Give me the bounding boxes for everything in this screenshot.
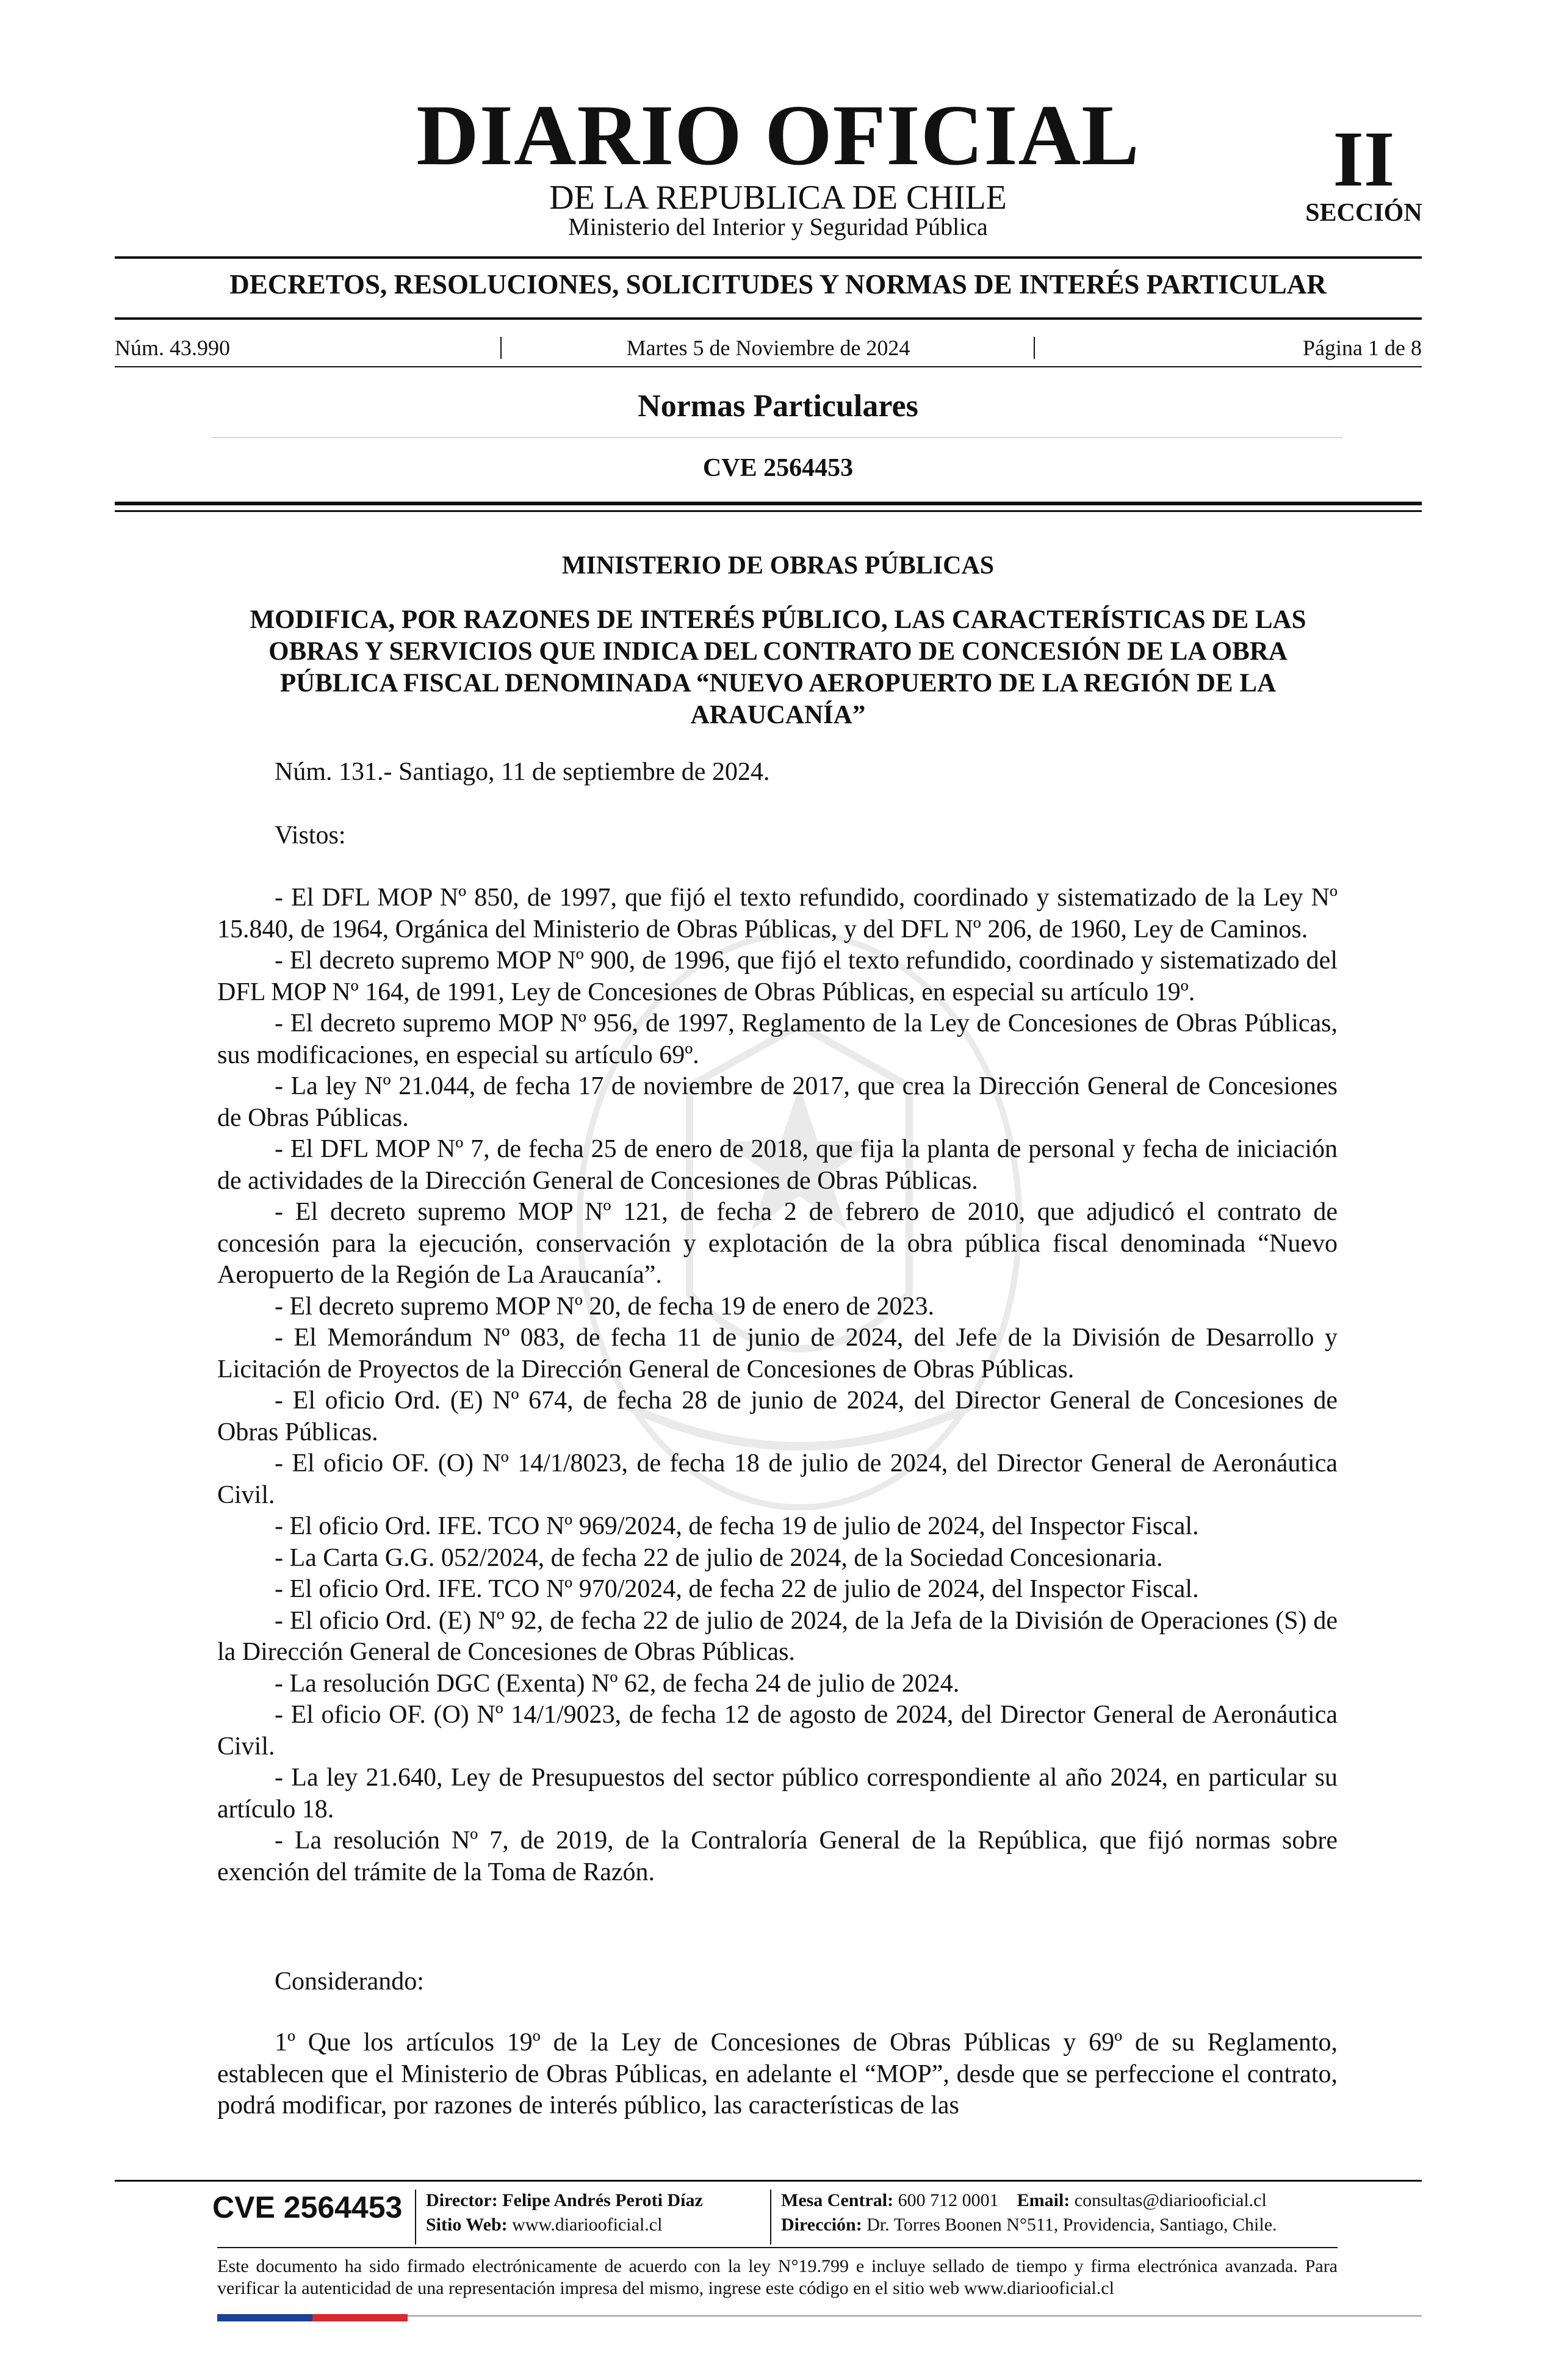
list-item: - El decreto supremo MOP Nº 900, de 1996, que fijó el texto refundido, coordinado y sistematizado del DFL MOP Nº 164, de 1991, Ley de Concesiones de Obras Públicas, en especial su artículo 19º. xyxy=(217,947,1338,1006)
masthead-title: DIARIO OFICIAL xyxy=(416,87,1140,183)
decree-number-line: Núm. 131.- Santiago, 11 de septiembre de 2024. xyxy=(275,758,770,786)
section-label: SECCIÓN xyxy=(1305,199,1422,227)
section-number: II xyxy=(1333,115,1395,203)
footer-rule-top xyxy=(115,2180,1422,2182)
footer-cve-code: CVE 2564453 xyxy=(212,2190,403,2224)
list-item: - El oficio Ord. IFE. TCO Nº 969/2024, de fecha 19 de julio de 2024, del Inspector Fiscal. xyxy=(275,1512,1199,1540)
footer-contact-block xyxy=(781,2188,1277,2237)
vistos-list xyxy=(217,882,1338,1888)
legal-note: Este documento ha sido firmado electrónicamente de acuerdo con la ley N°19.799 e incluye sellado de tiempo y firma electrónica avanzada. Para verificar la autenticidad de una representación impresa del mismo, ingrese este código en el sitio web www.diariooficial.cl xyxy=(217,2256,1338,2298)
issue-line xyxy=(115,334,1422,361)
decree-title: MODIFICA, POR RAZONES DE INTERÉS PÚBLICO, LAS CARACTERÍSTICAS DE LAS OBRAS Y SERVICIOS QUE INDICA DEL CONTRATO DE CONCESIÓN DE LA OBRA PÚBLICA FISCAL DENOMINADA “NUEVO AEROPUERTO DE LA REGIÓN DE LA ARAUCANÍA” xyxy=(250,605,1306,729)
issue-date: Martes 5 de Noviembre de 2024 xyxy=(626,336,910,360)
double-rule-bottom xyxy=(115,510,1422,512)
list-item: - La resolución DGC (Exenta) Nº 62, de fecha 24 de julio de 2024. xyxy=(275,1669,960,1698)
list-item: - El Memorándum Nº 083, de fecha 11 de junio de 2024, del Jefe de la División de Desarrollo y Licitación de Proyectos de la Dirección General de Concesiones de Obras Públicas. xyxy=(217,1324,1338,1383)
list-item: - El DFL MOP Nº 850, de 1997, que fijó el texto refundido, coordinado y sistematizado de la Ley Nº 15.840, de 1964, Orgánica del Ministerio de Obras Públicas, y del DFL Nº 206, de 1960, Ley de Caminos. xyxy=(217,884,1338,943)
list-item: - La Carta G.G. 052/2024, de fecha 22 de julio de 2024, de la Sociedad Concesionaria. xyxy=(275,1543,1163,1572)
list-item: - La resolución Nº 7, de 2019, de la Contraloría General de la República, que fijó normas sobre exención del trámite de la Toma de Razón. xyxy=(217,1826,1338,1886)
issue-page: Página 1 de 8 xyxy=(1303,336,1422,360)
list-item: - El decreto supremo MOP Nº 121, de fecha 2 de febrero de 2010, que adjudicó el contrato de concesión para la ejecución, conservación y explotación de la obra pública fiscal denominada “Nuevo Aeropuerto de la Región de La Araucanía”. xyxy=(217,1198,1338,1289)
issue-separator xyxy=(1034,337,1035,359)
footer-divider xyxy=(770,2190,771,2245)
footer-divider xyxy=(415,2190,416,2245)
normas-title: Normas Particulares xyxy=(638,389,918,424)
flag-blue-segment xyxy=(217,2314,312,2321)
ministry-heading: MINISTERIO DE OBRAS PÚBLICAS xyxy=(561,552,995,580)
normas-rule xyxy=(212,437,1342,438)
masthead-ministry: Ministerio del Interior y Seguridad Pública xyxy=(568,213,988,240)
phone-label: Mesa Central: xyxy=(781,2190,894,2210)
address-label: Dirección: xyxy=(781,2215,862,2235)
double-rule-top xyxy=(115,502,1422,505)
list-item: - El oficio Ord. IFE. TCO Nº 970/2024, de fecha 22 de julio de 2024, del Inspector Fiscal. xyxy=(275,1575,1199,1603)
list-item: - El oficio OF. (O) Nº 14/1/8023, de fecha 18 de julio de 2024, del Director General de Aeronáutica Civil. xyxy=(217,1449,1338,1509)
cve-heading: CVE 2564453 xyxy=(702,454,854,482)
email-label: Email: xyxy=(1017,2190,1070,2210)
footer-director-block xyxy=(426,2188,703,2237)
director-name: Felipe Andrés Peroti Díaz xyxy=(502,2190,703,2210)
footer-rule-bottom xyxy=(217,2247,1338,2248)
list-item: - El oficio Ord. (E) Nº 674, de fecha 28 de junio de 2024, del Director General de Concesiones de Obras Públicas. xyxy=(217,1387,1338,1446)
masthead-subtitle: DE LA REPUBLICA DE CHILE xyxy=(549,179,1007,217)
list-item: - El decreto supremo MOP Nº 20, de fecha 19 de enero de 2023. xyxy=(275,1292,934,1321)
issue-rule xyxy=(115,366,1422,367)
list-item: - El oficio OF. (O) Nº 14/1/9023, de fecha 12 de agosto de 2024, del Director General de Aeronáutica Civil. xyxy=(217,1701,1338,1761)
list-item: - La ley Nº 21.044, de fecha 17 de noviembre de 2017, que crea la Dirección General de Concesiones de Obras Públicas. xyxy=(217,1072,1338,1132)
list-item: - El DFL MOP Nº 7, de fecha 25 de enero de 2018, que fija la planta de personal y fecha de iniciación de actividades de la Dirección General de Concesiones de Obras Públicas. xyxy=(217,1135,1338,1195)
considerando-label: Considerando: xyxy=(275,1967,424,1996)
site-label: Sitio Web: xyxy=(426,2215,508,2235)
flag-color-bar xyxy=(217,2314,408,2321)
considerando-paragraph: 1º Que los artículos 19º de la Ley de Concesiones de Obras Públicas y 69º de su Reglamento, establecen que el Ministerio de Obras Públicas, en adelante el “MOP”, desde que se perfeccione el contrato, podrá modificar, por razones de interés público, las características de las xyxy=(217,2028,1338,2119)
category-title: DECRETOS, RESOLUCIONES, SOLICITUDES Y NORMAS DE INTERÉS PARTICULAR xyxy=(229,269,1327,300)
address-value: Dr. Torres Boonen N°511, Providencia, Santiago, Chile. xyxy=(866,2215,1277,2235)
email-link[interactable]: consultas@diariooficial.cl xyxy=(1074,2190,1267,2210)
site-link[interactable]: www.diariooficial.cl xyxy=(512,2215,663,2235)
director-label: Director: xyxy=(426,2190,498,2210)
masthead-rule xyxy=(115,256,1422,259)
issue-number: Núm. 43.990 xyxy=(115,336,230,360)
vistos-label: Vistos: xyxy=(275,821,346,849)
list-item: - El oficio Ord. (E) Nº 92, de fecha 22 de julio de 2024, de la Jefa de la División de Operaciones (S) de la Dirección General de Concesiones de Obras Públicas. xyxy=(217,1606,1338,1666)
category-rule xyxy=(115,317,1422,320)
list-item: - La ley 21.640, Ley de Presupuestos del sector público correspondiente al año 2024, en particular su artículo 18. xyxy=(217,1764,1338,1823)
phone-value: 600 712 0001 xyxy=(898,2190,999,2210)
list-item: - El decreto supremo MOP Nº 956, de 1997, Reglamento de la Ley de Concesiones de Obras Públicas, sus modificaciones, en especial su artículo 69º. xyxy=(217,1009,1338,1069)
flag-red-segment xyxy=(312,2314,408,2321)
